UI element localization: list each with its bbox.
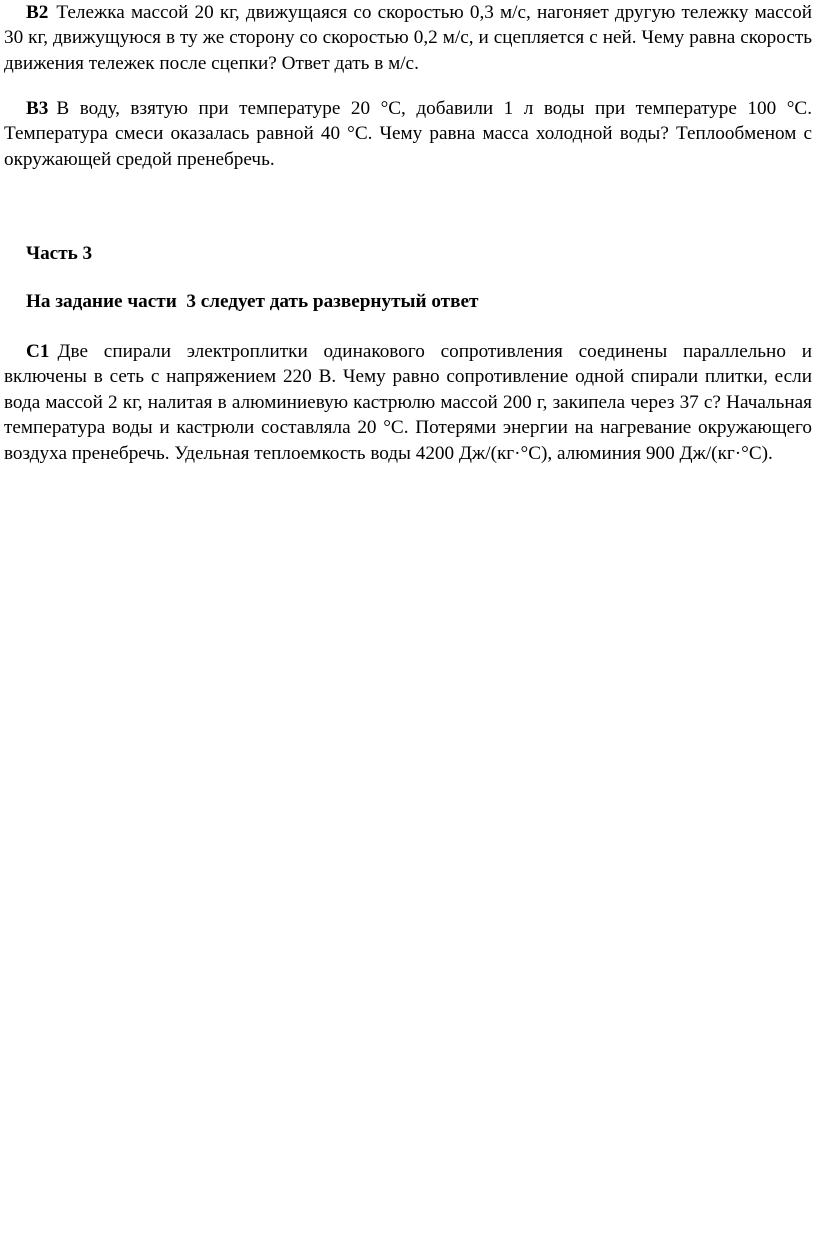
- problem-b2-text: Тележка массой 20 кг, движущаяся со скоростью 0,3 м/с, нагоняет другую тележку массой 30 кг, движущуюся в ту же сторону со скоростью 0,2 м/с, и сцепляется с ней. Чему равна скорость движения тележек после сцепки? Ответ дать в м/с.: [4, 2, 812, 74]
- problem-c1: [4, 339, 812, 466]
- problem-b2: [4, 0, 812, 76]
- problem-b3: [4, 96, 812, 172]
- problem-c1-text: Две спирали электроплитки одинакового сопротивления соединены параллельно и включены в сеть с напряжением 220 В. Чему равно сопротивление одной спирали плитки, если вода массой 2 кг, налитая в алюминиевую кастрюлю массой 200 г, закипела через 37 с? Начальная температура воды и кастрюли составляла 20 °С. Потерями энергии на нагревание окружающего воздуха пренебречь. Удельная теплоемкость воды 4200 Дж/(кг·°С), алюминия 900 Дж/(кг·°С).: [4, 341, 812, 464]
- part3-instruction: На задание части 3 следует дать развернутый ответ: [26, 291, 479, 312]
- part3-title: Часть 3: [26, 243, 93, 264]
- problem-b3-number: B3: [26, 98, 49, 119]
- problem-b3-text: В воду, взятую при температуре 20 °С, добавили 1 л воды при температуре 100 °С. Температура смеси оказалась равной 40 °С. Чему равна масса холодной воды? Теплообменом с окружающей средой пренебречь.: [4, 98, 812, 170]
- problem-b2-number: B2: [26, 2, 49, 23]
- problem-c1-number: С1: [26, 341, 50, 362]
